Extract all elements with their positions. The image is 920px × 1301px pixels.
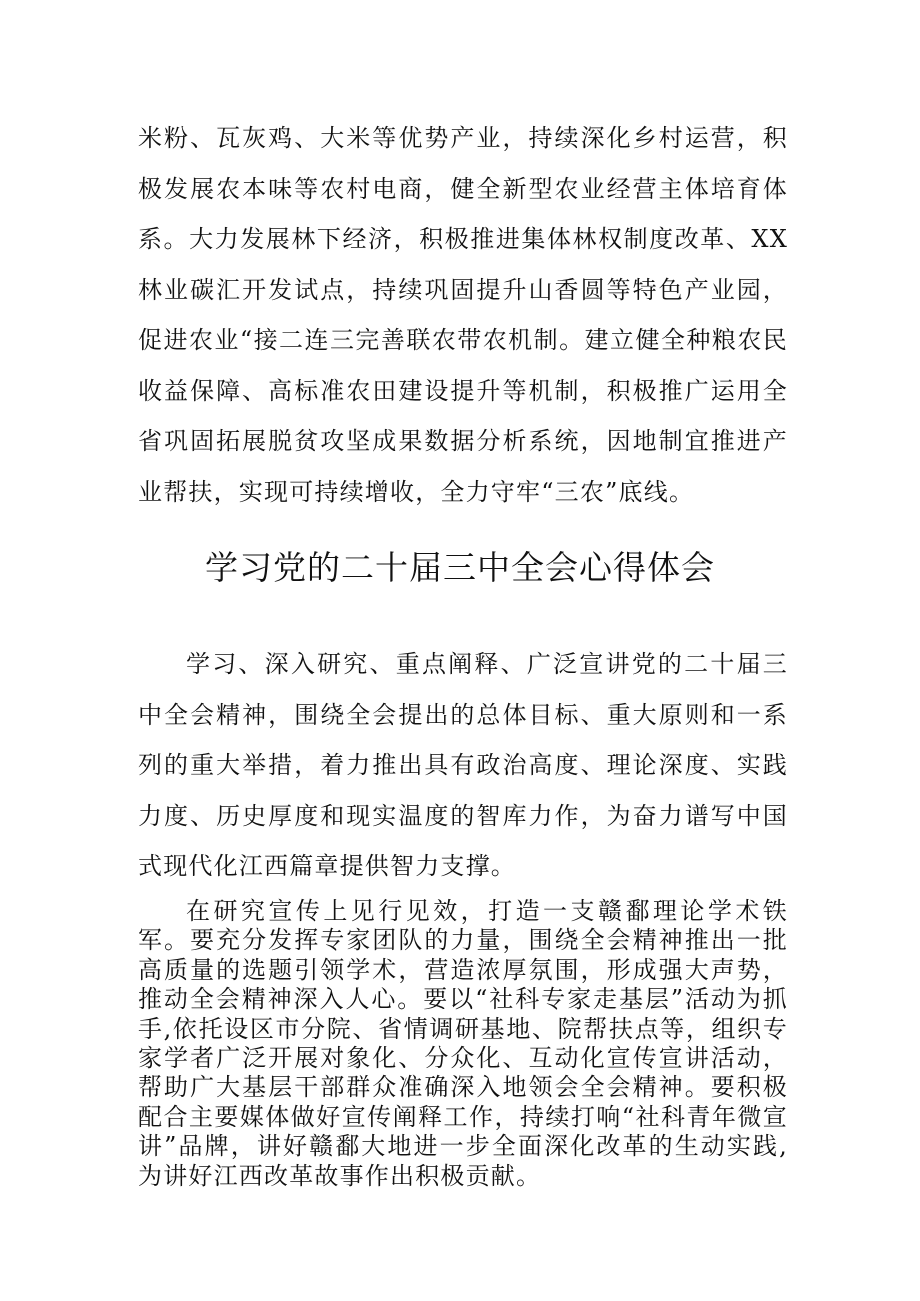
body-paragraph-research-publicity: 在研究宣传上见行见效，打造一支赣鄱理论学术铁军。要充分发挥专家团队的力量，围绕全会精神推出一批高质量的选题引领学术，营造浓厚氛围，形成强大声势，推动全会精神深入人心。要以“社科专家走基层”活动为抓手,依托设区市分院、省情调研基地、院帮扶点等，组织专家学者广泛开展对象化、分众化、互动化宣传宣讲活动，帮助广大基层干部群众准确深入地领会全会精神。要积极配合主要媒体做好宣传阐释工作，持续打响“社科青年微宣讲”品牌，讲好赣鄱大地进一步全面深化改革的生动实践,为讲好江西改革故事作出积极贡献。 <box>138 897 788 1190</box>
document-title: 学习党的二十届三中全会心得体会 <box>205 548 715 587</box>
body-paragraph-study-intro: 学习、深入研究、重点阐释、广泛宣讲党的二十届三中全会精神，围绕全会提出的总体目标、重大原则和一系列的重大举措，着力推出具有政治高度、理论深度、实践力度、历史厚度和现实温度的智库力作，为奋力谱写中国式现代化江西篇章提供智力支撑。 <box>138 650 788 880</box>
body-paragraph-rural-industry: 米粉、瓦灰鸡、大米等优势产业，持续深化乡村运营，积极发展农本味等农村电商，健全新型农业经营主体培育体系。大力发展林下经济，积极推进集体林权制度改革、XX林业碳汇开发试点，持续巩固提升山香圆等特色产业园，促进农业“接二连三完善联农带农机制。建立健全种粮农民收益保障、高标准农田建设提升等机制，积极推广运用全省巩固拓展脱贫攻坚成果数据分析系统，因地制宜推进产业帮扶，实现可持续增收，全力守牢“三农”底线。 <box>138 124 788 506</box>
